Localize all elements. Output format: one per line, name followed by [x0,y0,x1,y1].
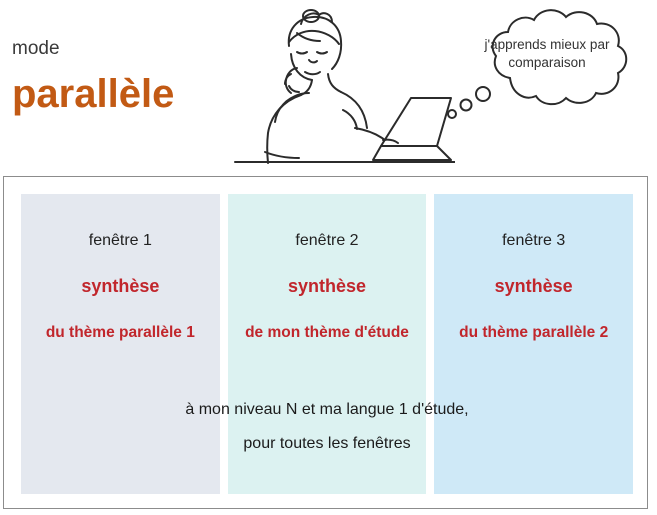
window-1-synthesis: synthèse [81,276,160,296]
window-2[interactable] [228,194,427,494]
window-3-title: fenêtre 3 [502,232,566,249]
thought-bubble-text: j'apprends mieux par comparaison [484,37,610,70]
window-3-synthesis: synthèse [494,276,573,296]
window-1-subtitle: du thème parallèle 1 [45,324,195,341]
person-thinking-at-laptop-icon [205,2,455,172]
window-2-synthesis: synthèse [287,276,367,296]
parallel-mode-panel [3,176,648,509]
window-2-title: fenêtre 2 [295,232,359,249]
window-3-subtitle: du thème parallèle 2 [459,324,609,341]
footer-line-1: à mon niveau N et ma langue 1 d'étude, [185,401,469,418]
window-2-subtitle: de mon thème d'étude [245,324,409,341]
header [0,0,657,172]
mode-title: parallèle [12,72,175,116]
windows-container [21,194,633,494]
mode-label: mode [12,38,60,59]
window-1-title: fenêtre 1 [88,232,152,249]
footer-line-2: pour toutes les fenêtres [243,435,411,452]
window-1[interactable] [21,194,220,494]
window-3[interactable] [434,194,633,494]
